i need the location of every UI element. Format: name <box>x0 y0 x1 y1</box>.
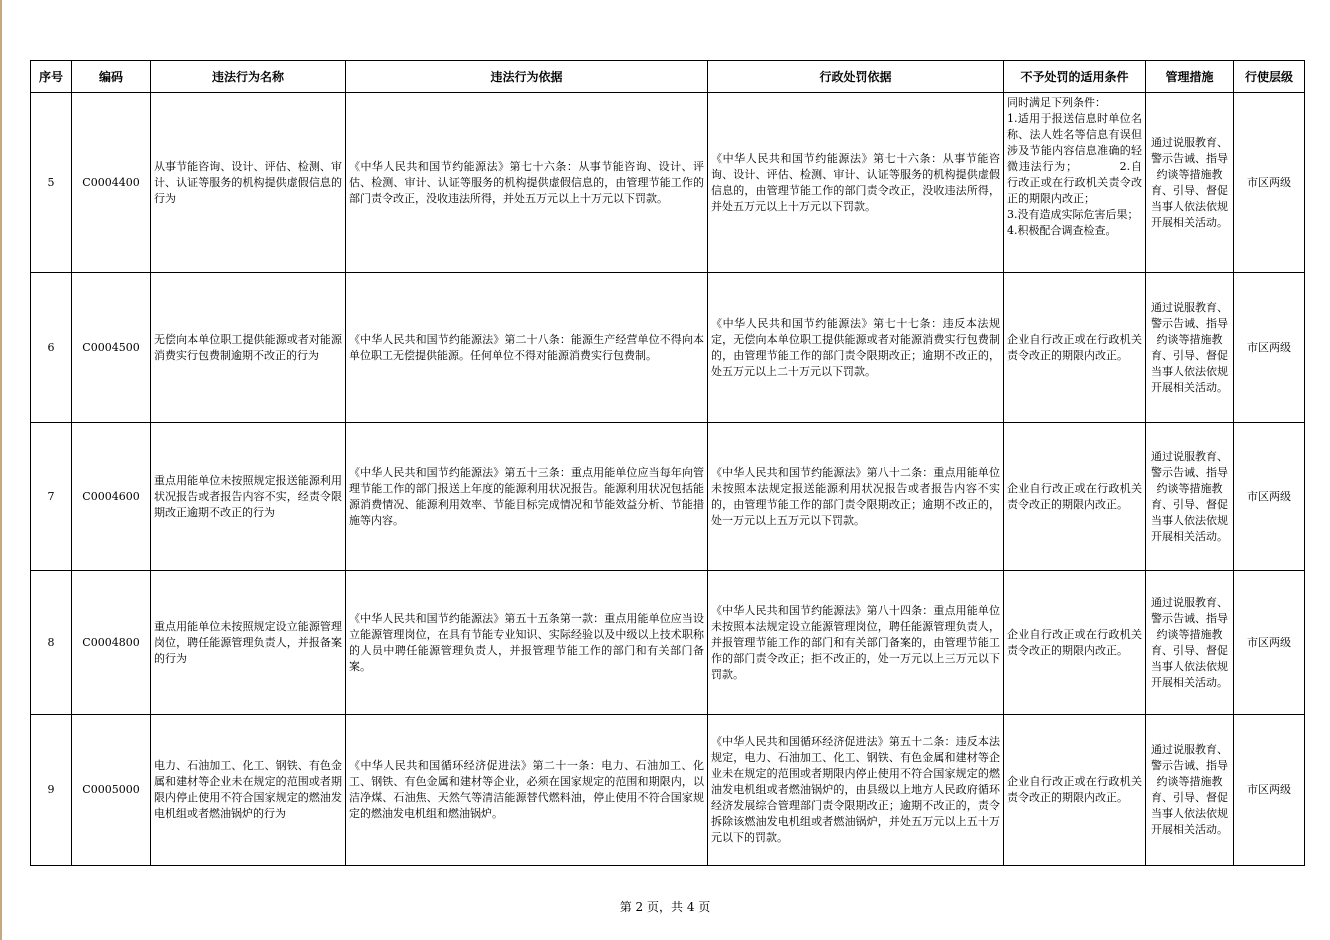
cell-measure: 通过说服教育、警示告诫、指导约谈等措施教育、引导、督促当事人依法依规开展相关活动。 <box>1146 93 1234 273</box>
cell-level: 市区两级 <box>1234 273 1305 423</box>
cell-code: C0005000 <box>72 715 151 866</box>
cell-code: C0004400 <box>72 93 151 273</box>
table-row <box>31 571 1305 715</box>
cell-seq: 5 <box>31 93 72 273</box>
header-code: 编码 <box>72 61 151 93</box>
cell-code: C0004800 <box>72 571 151 715</box>
cell-level: 市区两级 <box>1234 93 1305 273</box>
cell-basis: 《中华人民共和国节约能源法》第二十八条：能源生产经营单位不得向本单位职工无偿提供能源。任何单位不得对能源消费实行包费制。 <box>346 273 708 423</box>
table-row <box>31 273 1305 423</box>
cell-name: 从事节能咨询、设计、评估、检测、审计、认证等服务的机构提供虚假信息的行为 <box>151 93 346 273</box>
header-name: 违法行为名称 <box>151 61 346 93</box>
cell-condition: 企业自行改正或在行政机关责令改正的期限内改正。 <box>1004 571 1146 715</box>
cell-penalty: 《中华人民共和国节约能源法》第八十二条：重点用能单位未按照本法规定报送能源利用状况报告或者报告内容不实的，由管理节能工作的部门责令限期改正；逾期不改正的，处一万元以上五万元以下罚款。 <box>708 423 1004 571</box>
cell-condition: 同时满足下列条件： 1.适用于报送信息时单位名称、法人姓名等信息有误但涉及节能内容信息准确的轻微违法行为； 2.自行改正或在行政机关责令改正的期限内改正； 3.没有造成实际危害后果； 4.积极配合调查检查。 <box>1004 93 1146 273</box>
cell-penalty: 《中华人民共和国节约能源法》第七十七条：违反本法规定，无偿向本单位职工提供能源或者对能源消费实行包费制的，由管理节能工作的部门责令限期改正；逾期不改正的，处五万元以上二十万元以下罚款。 <box>708 273 1004 423</box>
page-footer: 第 2 页，共 4 页 <box>619 900 711 914</box>
cell-seq: 8 <box>31 571 72 715</box>
cell-condition: 企业自行改正或在行政机关责令改正的期限内改正。 <box>1004 423 1146 571</box>
header-condition: 不予处罚的适用条件 <box>1004 61 1146 93</box>
cell-name: 重点用能单位未按照规定设立能源管理岗位，聘任能源管理负责人，并报备案的行为 <box>151 571 346 715</box>
cell-penalty: 《中华人民共和国节约能源法》第七十六条：从事节能咨询、设计、评估、检测、审计、认证等服务的机构提供虚假信息的，由管理节能工作的部门责令改正，没收违法所得，并处五万元以上十万元以下罚款。 <box>708 93 1004 273</box>
cell-basis: 《中华人民共和国节约能源法》第七十六条：从事节能咨询、设计、评估、检测、审计、认证等服务的机构提供虚假信息的，由管理节能工作的部门责令改正，没收违法所得，并处五万元以上十万元以下罚款。 <box>346 93 708 273</box>
cell-code: C0004500 <box>72 273 151 423</box>
cell-code: C0004600 <box>72 423 151 571</box>
table-row <box>31 423 1305 571</box>
cell-name: 无偿向本单位职工提供能源或者对能源消费实行包费制逾期不改正的行为 <box>151 273 346 423</box>
cell-penalty: 《中华人民共和国循环经济促进法》第五十二条：违反本法规定，电力、石油加工、化工、钢铁、有色金属和建材等企业未在规定的范围或者期限内停止使用不符合国家规定的燃油发电机组或者燃油锅炉的，由县级以上地方人民政府循环经济发展综合管理部门责令限期改正；逾期不改正的，责令拆除该燃油发电机组或者燃油锅炉，并处五万元以上五十万元以下的罚款。 <box>708 715 1004 866</box>
cell-basis: 《中华人民共和国节约能源法》第五十五条第一款：重点用能单位应当设立能源管理岗位，在具有节能专业知识、实际经验以及中级以上技术职称的人员中聘任能源管理负责人，并报管理节能工作的部门和有关部门备案。 <box>346 571 708 715</box>
table-row <box>31 715 1305 866</box>
cell-seq: 7 <box>31 423 72 571</box>
cell-level: 市区两级 <box>1234 715 1305 866</box>
penalty-table <box>30 60 1305 866</box>
cell-condition: 企业自行改正或在行政机关责令改正的期限内改正。 <box>1004 715 1146 866</box>
cell-measure: 通过说服教育、警示告诫、指导约谈等措施教育、引导、督促当事人依法依规开展相关活动。 <box>1146 571 1234 715</box>
cell-seq: 6 <box>31 273 72 423</box>
table-row <box>31 93 1305 273</box>
cell-measure: 通过说服教育、警示告诫、指导约谈等措施教育、引导、督促当事人依法依规开展相关活动。 <box>1146 423 1234 571</box>
cell-level: 市区两级 <box>1234 571 1305 715</box>
header-basis: 违法行为依据 <box>346 61 708 93</box>
table-header-row <box>31 61 1305 93</box>
cell-measure: 通过说服教育、警示告诫、指导约谈等措施教育、引导、督促当事人依法依规开展相关活动。 <box>1146 715 1234 866</box>
cell-condition: 企业自行改正或在行政机关责令改正的期限内改正。 <box>1004 273 1146 423</box>
header-penalty: 行政处罚依据 <box>708 61 1004 93</box>
header-seq: 序号 <box>31 61 72 93</box>
header-measure: 管理措施 <box>1146 61 1234 93</box>
cell-penalty: 《中华人民共和国节约能源法》第八十四条：重点用能单位未按照本法规定设立能源管理岗位，聘任能源管理负责人，并报管理节能工作的部门和有关部门备案的，由管理节能工作的部门责令改正；拒不改正的，处一万元以上三万元以下罚款。 <box>708 571 1004 715</box>
page-left-edge <box>0 0 2 940</box>
cell-level: 市区两级 <box>1234 423 1305 571</box>
cell-basis: 《中华人民共和国循环经济促进法》第二十一条：电力、石油加工、化工、钢铁、有色金属和建材等企业，必须在国家规定的范围和期限内，以洁净煤、石油焦、天然气等清洁能源替代燃料油，停止使用不符合国家规定的燃油发电机组和燃油锅炉。 <box>346 715 708 866</box>
header-level: 行使层级 <box>1234 61 1305 93</box>
cell-seq: 9 <box>31 715 72 866</box>
cell-name: 电力、石油加工、化工、钢铁、有色金属和建材等企业未在规定的范围或者期限内停止使用不符合国家规定的燃油发电机组或者燃油锅炉的行为 <box>151 715 346 866</box>
cell-basis: 《中华人民共和国节约能源法》第五十三条：重点用能单位应当每年向管理节能工作的部门报送上年度的能源利用状况报告。能源利用状况包括能源消费情况、能源利用效率、节能目标完成情况和节能效益分析、节能措施等内容。 <box>346 423 708 571</box>
cell-name: 重点用能单位未按照规定报送能源利用状况报告或者报告内容不实，经责令限期改正逾期不改正的行为 <box>151 423 346 571</box>
cell-measure: 通过说服教育、警示告诫、指导约谈等措施教育、引导、督促当事人依法依规开展相关活动。 <box>1146 273 1234 423</box>
